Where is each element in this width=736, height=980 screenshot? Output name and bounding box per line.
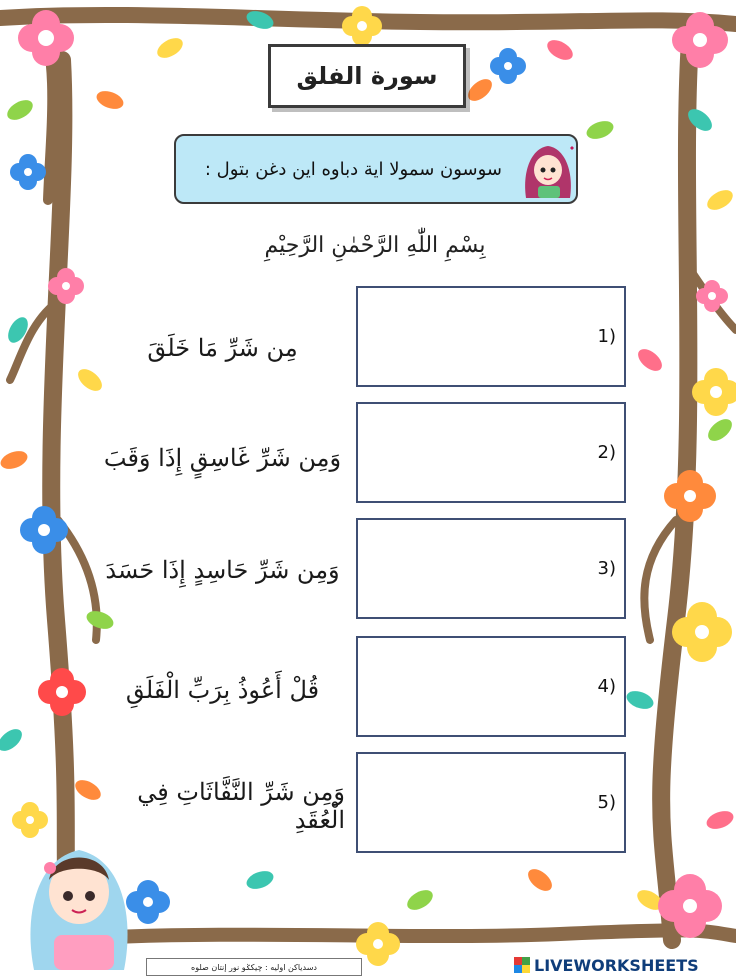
answer-input-3[interactable] — [366, 528, 570, 610]
answer-input-2[interactable] — [366, 412, 570, 494]
item-number-1: 1) — [597, 326, 616, 347]
answer-box-3 — [356, 518, 626, 619]
instruction-text: سوسون سمولا اية دباوه اين دغن بتول : — [204, 158, 502, 180]
answer-box-1 — [356, 286, 626, 387]
verse-3: وَمِن شَرِّ حَاسِدٍ إِذَا حَسَدَ — [105, 556, 340, 584]
verse-2: وَمِن شَرِّ غَاسِقٍ إِذَا وَقَبَ — [103, 444, 342, 472]
verse-5: وَمِن شَرِّ النَّفَّاثَاتِ فِي الْعُقَدِ — [137, 778, 345, 834]
girl-illustration — [14, 820, 144, 970]
basmala-text: بِسْمِ اللّٰهِ الرَّحْمٰنِ الرَّحِيْمِ — [264, 232, 486, 258]
credit-label — [146, 958, 362, 976]
verse-1: مِن شَرِّ مَا خَلَقَ — [147, 334, 298, 362]
worksheet-title-box — [268, 44, 466, 108]
item-number-5: 5) — [597, 792, 616, 813]
liveworksheets-logo-icon — [514, 957, 530, 973]
girl-avatar-icon — [518, 140, 578, 200]
item-number-2: 2) — [597, 442, 616, 463]
answer-input-1[interactable] — [366, 296, 570, 378]
liveworksheets-brand[interactable] — [514, 954, 699, 976]
item-number-3: 3) — [597, 558, 616, 579]
answer-box-2 — [356, 402, 626, 503]
item-number-4: 4) — [597, 676, 616, 697]
liveworksheets-text: LIVEWORKSHEETS — [534, 955, 699, 975]
answer-box-4 — [356, 636, 626, 737]
answer-input-4[interactable] — [366, 646, 570, 728]
answer-input-5[interactable] — [366, 762, 570, 844]
answer-box-5 — [356, 752, 626, 853]
verse-4: قُلْ أَعُوذُ بِرَبِّ الْفَلَقِ — [125, 676, 320, 704]
worksheet-title: سورة الفلق — [296, 62, 438, 90]
credit-text: دسدياكن اوليه : چيكݢو نور إنتان صلوه — [191, 962, 317, 972]
